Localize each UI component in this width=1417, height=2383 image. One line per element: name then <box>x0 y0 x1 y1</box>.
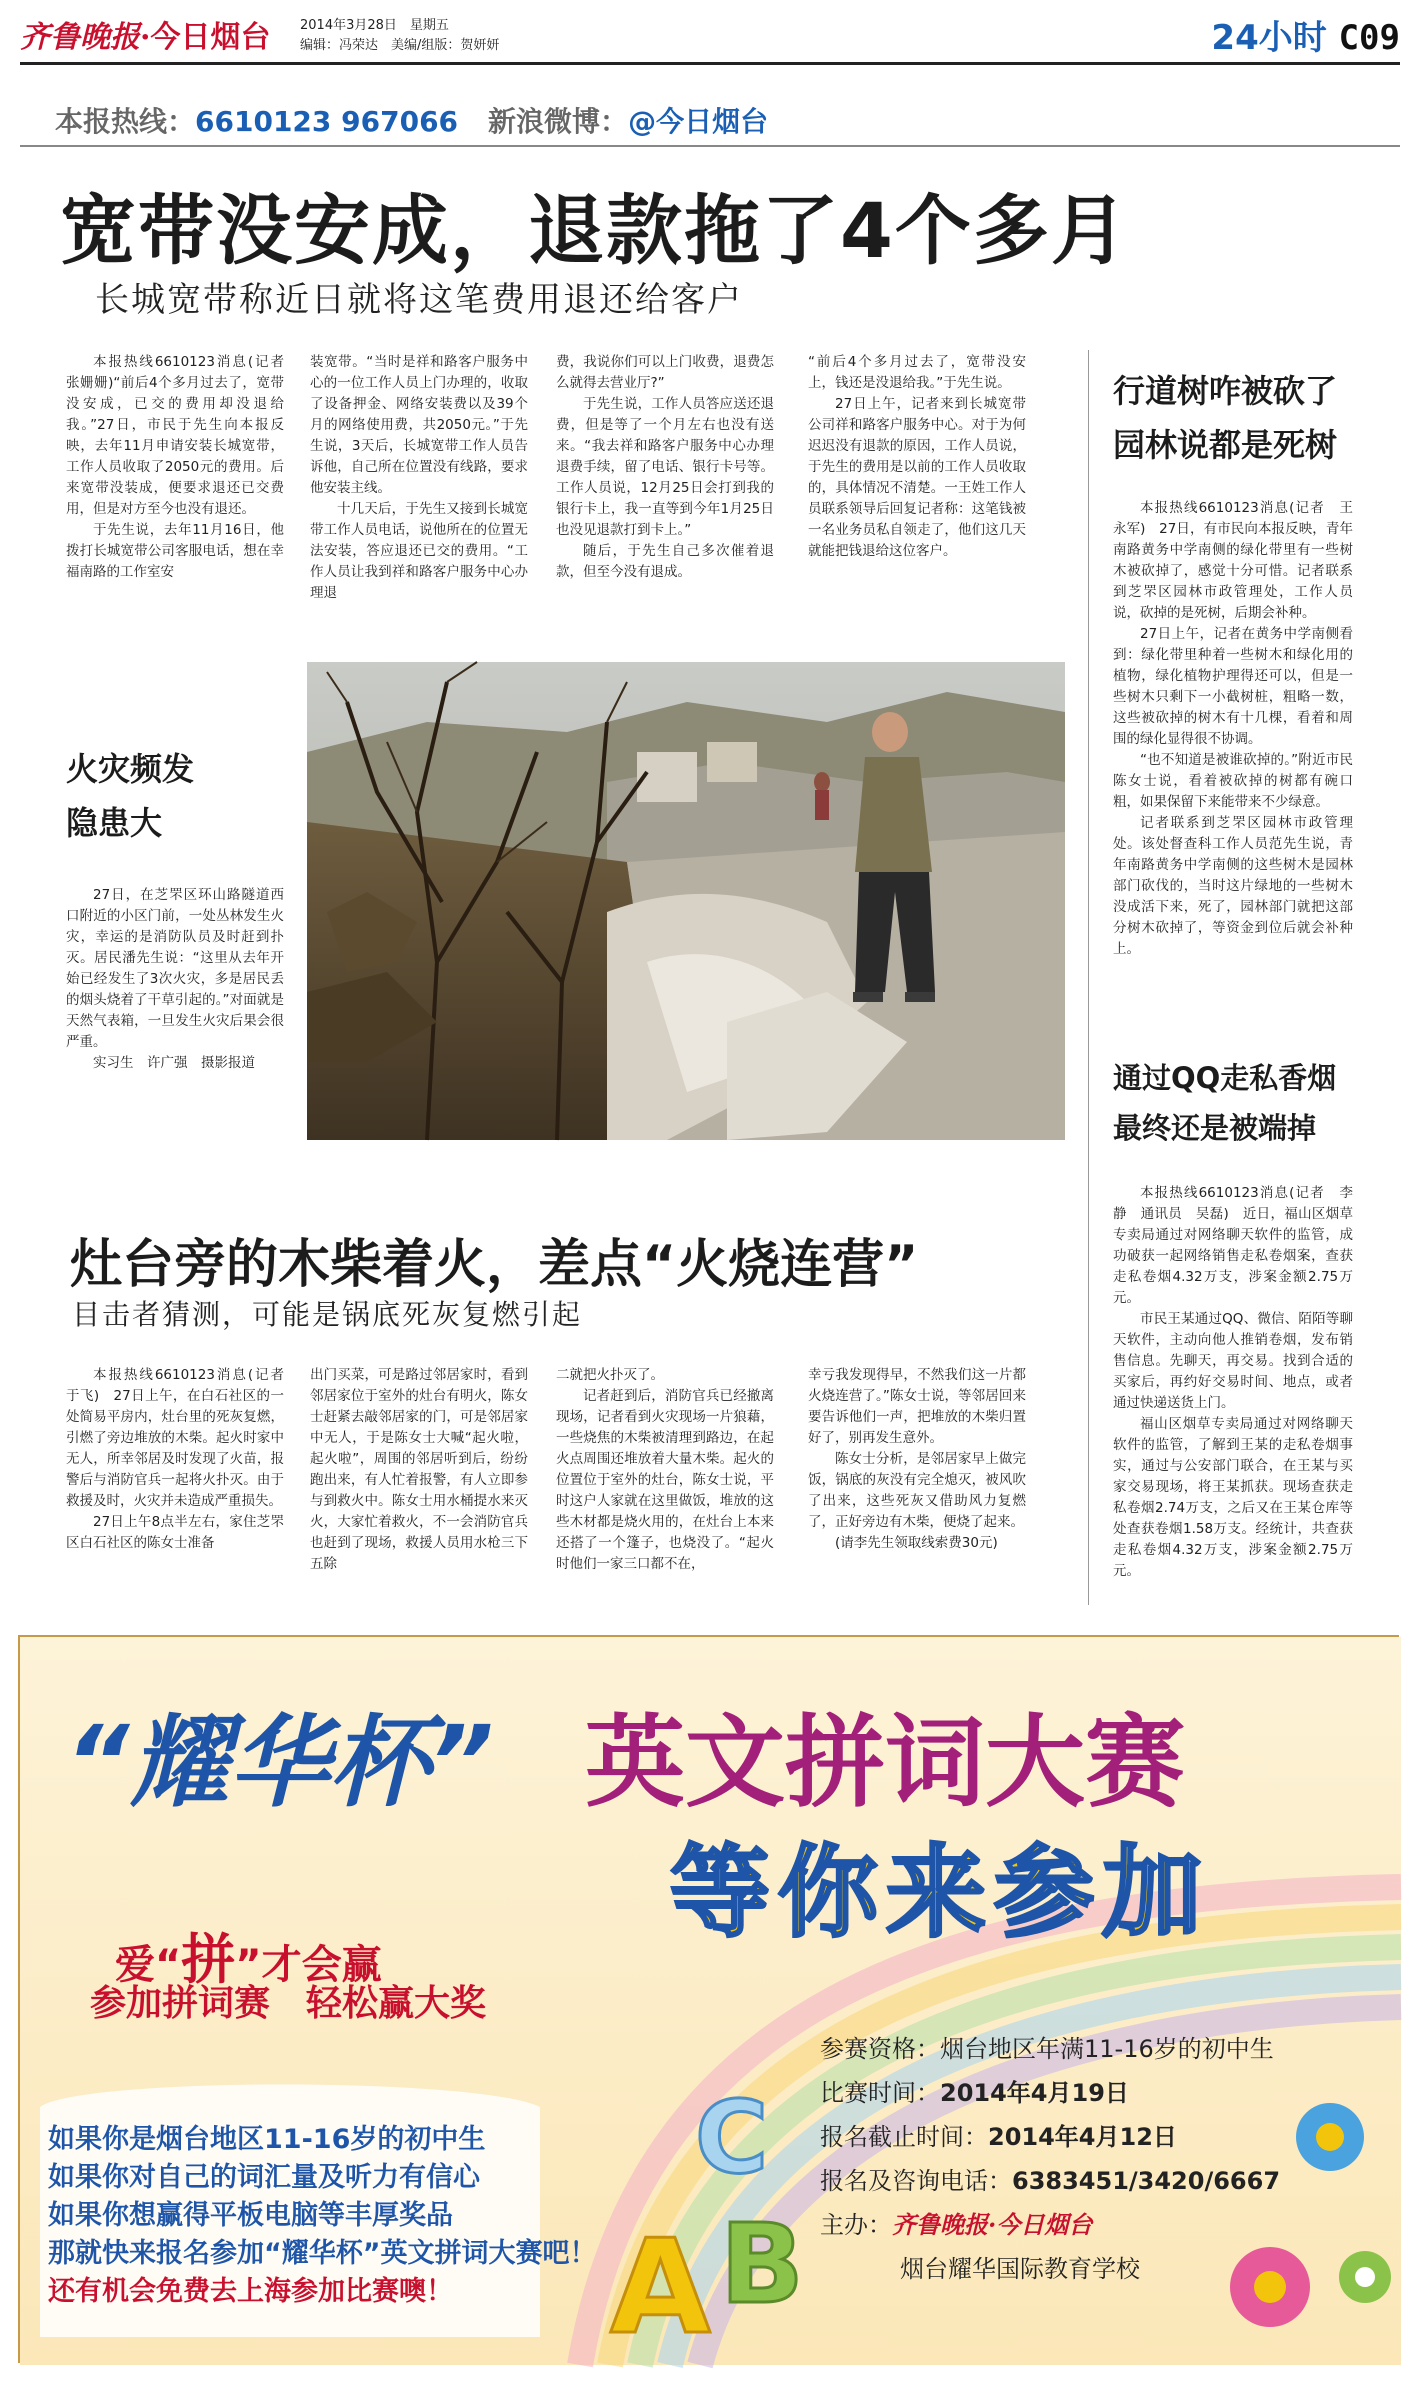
letter-c: C <box>695 2079 769 2196</box>
paragraph: 本报热线6610123消息(记者 王永军) 27日，有市民向本报反映，青年南路黄务中学南侧的绿化带里有一些树木被砍掉了，感觉十分可惜。记者联系到芝罘区园林市政管理处，工作人员说，砍掉的是死树，后期会补种。 <box>1113 500 1353 621</box>
hotline-label: 本报热线： <box>55 105 196 138</box>
ad-line: 如果你想赢得平板电脑等丰厚奖品 <box>48 2200 453 2231</box>
paragraph: 费，我说你们可以上门收费，退费怎么就得去营业厅?” <box>556 354 774 391</box>
paragraph: 记者联系到芝罘区园林市政管理处。该处督查科工作人员范先生说，青年南路黄务中学南侧的这些树木是园林部门砍伐的，当时这片绿地的一些树木没成活下来，死了，园林部门就把这部分树木砍掉了，等资金到位后就会补种上。 <box>1113 815 1353 957</box>
info-value: 2014年4月19日 <box>940 2079 1129 2107</box>
info-label: 比赛时间： <box>820 2079 940 2107</box>
newspaper-logo <box>20 12 270 56</box>
lead-column-1 <box>66 352 298 620</box>
paragraph: 福山区烟草专卖局通过对网络聊天软件的监管，了解到王某的走私卷烟事实，通过与公安部门联合，在王某与买家交易现场，将王某抓获。现场查获走私卷烟2.74万支，之后又在王某仓库等处查获卷烟1.58万支。经统计，共查获走私卷烟4.32万支，涉案金额2.75万元。 <box>1113 1416 1353 1579</box>
ad-slogan-2: 参加拼词赛 轻松赢大奖 <box>90 1983 487 2024</box>
tip-reward: (请李先生领取线索费30元) <box>835 1535 998 1551</box>
photo-credit: 实习生 许广强 摄影报道 <box>93 1055 255 1071</box>
masthead <box>20 10 1400 58</box>
slogan-part: ”才会赢 <box>235 1942 382 1988</box>
slogan-part: 爱“ <box>115 1942 182 1988</box>
ad-phone <box>820 2161 1280 2196</box>
fire-headline <box>66 742 286 850</box>
paragraph: 27日上午8点半左右，家住芝罘区白石社区的陈女士准备 <box>66 1514 284 1551</box>
info-label: 主办： <box>820 2211 892 2239</box>
lead-column-4 <box>808 352 1026 620</box>
edition-name: 24小时 <box>1211 18 1327 58</box>
ad-qualification <box>820 2029 1274 2064</box>
info-label: 参赛资格： <box>820 2035 940 2063</box>
paragraph: 27日上午，记者来到长城宽带公司祥和路客户服务中心。对于为何迟迟没有退款的原因，工作人员说，于先生的费用是以前的工作人员收取的，具体情况不清楚。一王姓工作人员联系领导后回复记者称：这笔钱被一名业务员私自领走了，他们这几天就能把钱退给这位客户。 <box>808 396 1026 559</box>
ad-deadline <box>820 2117 1177 2152</box>
paragraph: 于先生说，工作人员答应送还退费，但是等了一个月左右也没有送来。“我去祥和路客户服务中心办理退费手续，留了电话、银行卡号等。工作人员说，12月25日会打到我的银行卡上，我一直等到今年1月25日也没见退款打到卡上。” <box>556 396 774 538</box>
info-value: 2014年4月12日 <box>988 2123 1177 2151</box>
page-label <box>1211 10 1400 59</box>
paragraph: “也不知道是被谁砍掉的。”附近市民陈女士说，看着被砍掉的树都有碗口粗，如果保留下来能带来不少绿意。 <box>1113 752 1353 810</box>
stove-column-1 <box>66 1365 298 1605</box>
paragraph: “前后4个多月过去了，宽带没安上，钱还是没退给我。”于先生说。 <box>808 354 1026 391</box>
paragraph: 幸亏我发现得早，不然我们这一片都火烧连营了。”陈女士说，等邻居回来要告诉他们一声，把堆放的木柴归置好了，别再发生意外。 <box>808 1367 1026 1446</box>
lead-headline: 宽带没安成，退款拖了4个多月 <box>60 186 1129 275</box>
spelling-contest-ad <box>18 1635 1399 2363</box>
abc-letters-icon <box>580 2077 840 2367</box>
headline-line: 园林说都是死树 <box>1113 426 1338 464</box>
paragraph: 二就把火扑灭了。 <box>556 1367 664 1383</box>
paragraph: 市民王某通过QQ、微信、陌陌等聊天软件，主动向他人推销卷烟，发布销售信息。先聊天，再交易。找到合适的买家后，再约好交易时间、地点，或者通过快递送货上门。 <box>1113 1311 1353 1411</box>
photo-illustration <box>307 662 1065 1140</box>
ad-title-join: 等你来参加 <box>670 1834 1210 1951</box>
hotline-bar <box>55 100 768 140</box>
info-value: 烟台地区年满11-16岁的初中生 <box>940 2035 1274 2063</box>
ad-line: 那就快来报名参加“耀华杯”英文拼词大赛吧！ <box>48 2238 597 2269</box>
info-label: 报名及咨询电话： <box>820 2167 1012 2195</box>
ad-line: 如果你对自己的词汇量及听力有信心 <box>48 2162 480 2193</box>
section-name: 今日烟台 <box>150 20 271 55</box>
editor-credit: 编辑：冯荣达 美编/组版：贺妍妍 <box>300 38 500 53</box>
paragraph: 装宽带。“当时是祥和路客户服务中心的一位工作人员上门办理的，收取了设备押金、网络安装费以及39个月的网络使用费，共2050元。”于先生说，3天后，长城宽带工作人员告诉他，自己所在位置没有线路，要求他安装主线。 <box>310 354 528 496</box>
page-number: C09 <box>1338 18 1400 58</box>
stove-column-3 <box>556 1365 774 1605</box>
ad-title-cup: “耀华杯” <box>65 1704 494 1821</box>
stove-column-2 <box>310 1365 528 1605</box>
masthead-rule <box>20 62 1400 65</box>
paragraph: 记者赶到后，消防官兵已经撤离现场，记者看到火灾现场一片狼藉，一些烧焦的木柴被清理到路边，在起火点周围还堆放着大量木柴。起火的位置位于室外的灶台，陈女士说，平时这户人家就在这里做饭，堆放的这些木材都是烧火用的，在灶台上本来还搭了一个篷子，也烧没了。“起火时他们一家三口都不在， <box>556 1388 774 1572</box>
paragraph: 27日，在芝罘区环山路隧道西口附近的小区门前，一处丛林发生火灾，幸运的是消防队员及时赶到扑灭。居民潘先生说：“这里从去年开始已经发生了3次火灾，多是居民丢的烟头烧着了干草引起的。”对面就是天然气表箱，一旦发生火灾后果会很严重。 <box>66 887 284 1050</box>
weibo-label: 新浪微博： <box>488 105 629 138</box>
tree-story-body <box>1113 498 1353 1026</box>
hotline-rule <box>20 145 1400 147</box>
host-paper-logo: 齐鲁晚报·今日烟台 <box>892 2210 1093 2239</box>
headline-line: 隐患大 <box>66 804 163 842</box>
ad-line: 还有机会免费去上海参加比赛噢！ <box>48 2276 453 2307</box>
paragraph: 陈女士分析，是邻居家早上做完饭，锅底的灰没有完全熄灭，被风吹了出来，这些死灰又借助风力复燃了，正好旁边有木柴，便烧了起来。 <box>808 1451 1026 1530</box>
ad-contest-date <box>820 2073 1129 2108</box>
letter-a: A <box>610 2211 711 2363</box>
info-label: 报名截止时间： <box>820 2123 988 2151</box>
headline-line: 通过QQ走私香烟 <box>1113 1061 1337 1095</box>
paper-name: 齐鲁晚报 <box>20 20 140 55</box>
news-photo <box>307 662 1065 1140</box>
paragraph: 本报热线6610123消息(记者 李静 通讯员 吴磊) 近日，福山区烟草专卖局通过对网络聊天软件的监管，成功破获一起网络销售走私卷烟案，查获走私卷烟4.32万支，涉案金额2.75万元。 <box>1113 1185 1353 1306</box>
headline-line: 最终还是被端掉 <box>1113 1111 1317 1145</box>
letter-b: B <box>720 2200 804 2328</box>
fire-story-body <box>66 885 284 1125</box>
paragraph: 于先生说，去年11月16日，他拨打长城宽带公司客服电话，想在幸福南路的工作室安 <box>66 522 284 580</box>
lead-column-3 <box>556 352 774 620</box>
issue-date: 2014年3月28日 星期五 <box>300 18 449 33</box>
smoke-headline <box>1113 1053 1393 1153</box>
paragraph: 十几天后，于先生又接到长城宽带工作人员电话，说他所在的位置无法安装，答应退还已交的费用。“工作人员让我到祥和路客户服务中心办理退 <box>310 501 528 601</box>
ad-title-contest: 英文拼词大赛 <box>585 1704 1185 1821</box>
ad-line: 如果你是烟台地区11-16岁的初中生 <box>48 2124 486 2155</box>
headline-line: 行道树咋被砍了 <box>1113 372 1338 410</box>
paragraph: 本报热线6610123消息(记者 于飞) 27日上午，在白石社区的一处简易平房内，灶台里的死灰复燃，引燃了旁边堆放的木柴。起火时家中无人，所幸邻居及时发现了火苗，报警后与消防官兵一起将火扑灭。由于救援及时，火灾并未造成严重损失。 <box>66 1367 298 1509</box>
tree-headline <box>1113 364 1393 472</box>
paragraph: 本报热线6610123消息(记者 张姗姗)“前后4个多月过去了，宽带没安成，已交的费用却没退给我。”27日，市民于先生向本报反映，去年11月申请安装长城宽带，工作人员收取了2050元的费用。后来宽带没装成，便要求退还已交费用，但是对方至今也没有退还。 <box>66 354 298 517</box>
hotline-numbers: 6610123 967066 <box>195 105 459 138</box>
ad-host-school: 烟台耀华国际教育学校 <box>900 2255 1140 2283</box>
ad-host <box>820 2205 1092 2240</box>
logo-dot: · <box>140 20 151 55</box>
lead-column-2 <box>310 352 528 620</box>
slogan-emphasis: 拼 <box>181 1928 236 1991</box>
paragraph: 27日上午，记者在黄务中学南侧看到：绿化带里种着一些树木和绿化用的植物，绿化植物护理得还可以，但是一些树木只剩下一小截树桩，粗略一数，这些被砍掉的树木有十几棵，看着和周围的绿化显得很不协调。 <box>1113 626 1353 747</box>
column-divider <box>1088 350 1089 1605</box>
paragraph: 出门买菜，可是路过邻居家时，看到邻居家位于室外的灶台有明火，陈女士赶紧去敲邻居家的门，可是邻居家中无人，于是陈女士大喊“起火啦，起火啦”，周围的邻居听到后，纷纷跑出来，有人忙着报警，有人立即参与到救火中。陈女士用水桶提水来灭火，大家忙着救火，不一会消防官兵也赶到了现场，救援人员用水枪三下五除 <box>310 1367 528 1572</box>
headline-line: 火灾频发 <box>66 750 195 788</box>
smoke-story-body <box>1113 1183 1353 1605</box>
paragraph: 随后，于先生自己多次催着退款，但至今没有退成。 <box>556 543 774 580</box>
stove-column-4 <box>808 1365 1026 1605</box>
info-value: 6383451/3420/6667 <box>1012 2167 1281 2195</box>
stove-subhead: 目击者猜测，可能是锅底死灰复燃引起 <box>72 1298 583 1331</box>
lead-subhead: 长城宽带称近日就将这笔费用退还给客户 <box>95 280 743 320</box>
weibo-handle: @今日烟台 <box>628 105 769 138</box>
stove-headline: 灶台旁的木柴着火，差点“火烧连营” <box>70 1235 919 1295</box>
